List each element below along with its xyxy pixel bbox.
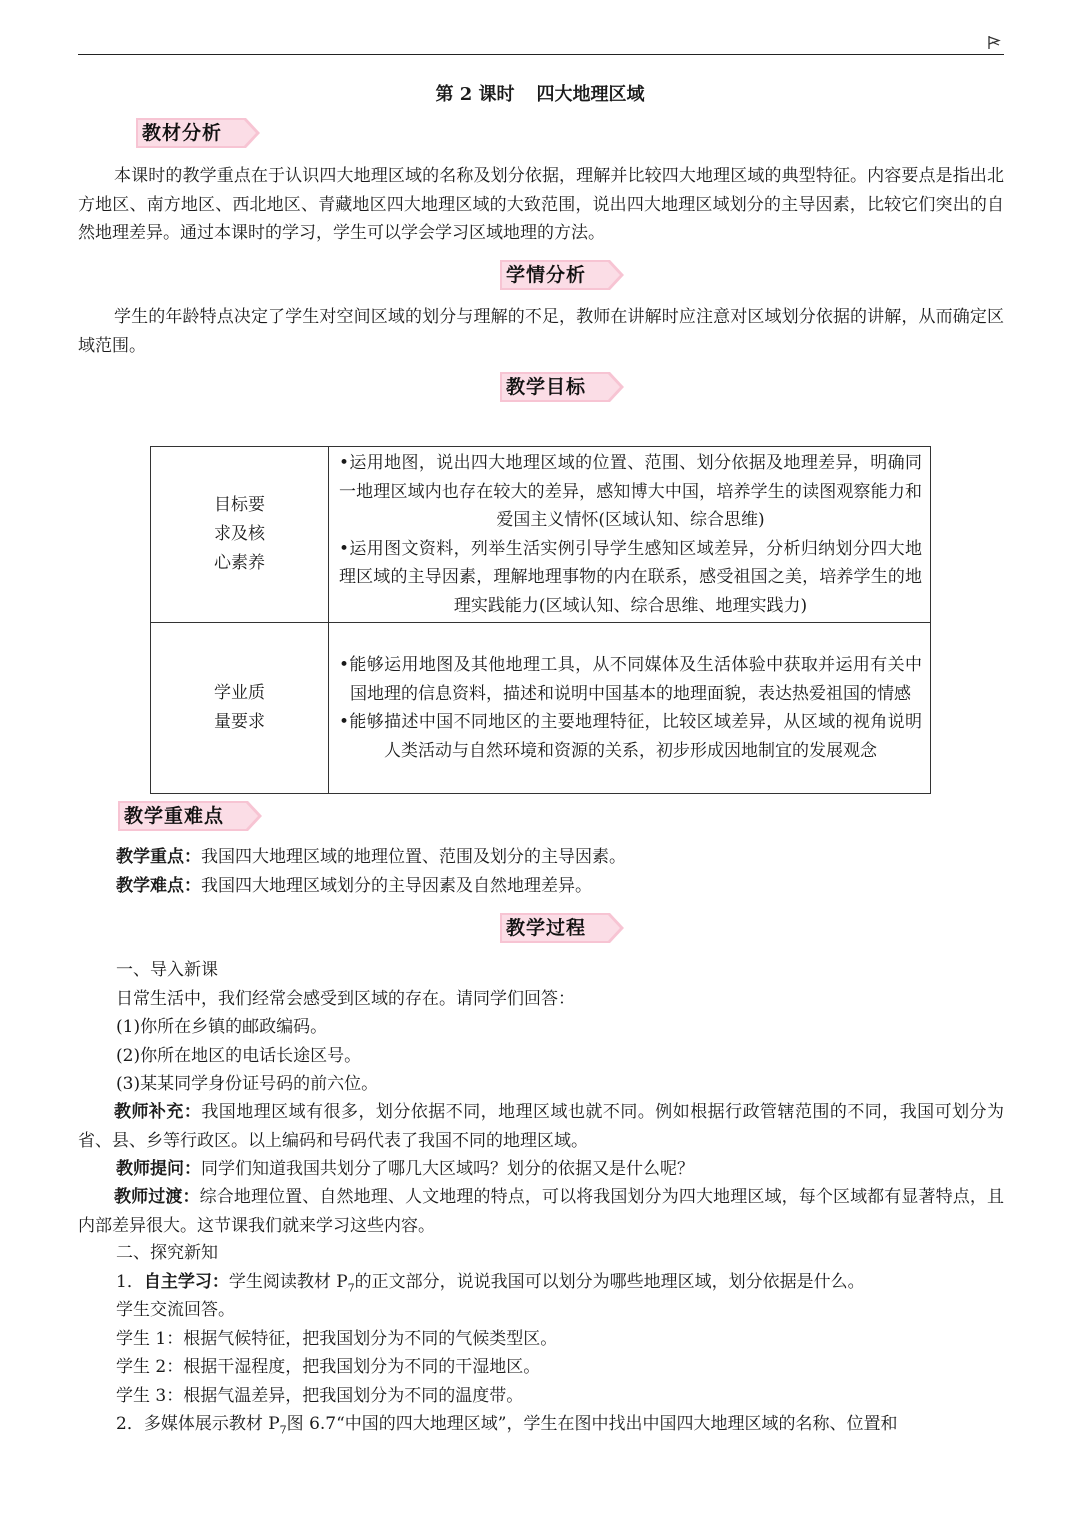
label: 教师补充：: [114, 1102, 202, 1122]
text: 的正文部分，说说我国可以划分为哪些地理区域，划分依据是什么。: [354, 1272, 865, 1292]
text: 我国四大地理区域的地理位置、范围及划分的主导因素。: [201, 847, 626, 867]
label: 教师提问：: [116, 1159, 201, 1179]
teacher-supplement: [78, 1098, 1004, 1155]
process-intro: 日常生活中，我们经常会感受到区域的存在。请同学们回答：: [116, 989, 575, 1009]
keypoint-zhongdian: [78, 843, 1004, 872]
keypoint-nandian: [78, 872, 1004, 901]
header-rule: [78, 54, 1004, 55]
title-topic: 四大地理区域: [536, 84, 645, 105]
process-item-2: [78, 1410, 1004, 1445]
section-title: 教学目标: [506, 376, 587, 398]
section-title: 教学过程: [506, 917, 587, 939]
head-line: 量要求: [214, 712, 265, 732]
process-heading-2: 二、探究新知: [116, 1243, 218, 1263]
flag-icon: [986, 34, 1002, 50]
student-1: 学生 1：根据气候特征，把我国划分为不同的气候类型区。: [116, 1329, 558, 1349]
table-content-cell: [329, 447, 931, 623]
section-badge-xueqing: [500, 260, 600, 290]
label: 自主学习：: [143, 1272, 229, 1292]
question-3: (3)某某同学身份证号码的前六位。: [116, 1074, 379, 1094]
goals-table: [150, 446, 931, 794]
student-answer: 学生交流回答。: [116, 1300, 235, 1320]
goal-item: •运用图文资料，列举生活实例引导学生感知区域差异，分析归纳划分四大地理区域的主导因素，理解地理事物的内在联系，感受祖国之美，培养学生的地理实践能力(区域认知、综合思维、地理实践力): [339, 538, 922, 616]
jiaocai-paragraph: 本课时的教学重点在于认识四大地理区域的名称及划分依据，理解并比较四大地理区域的典型特征。内容要点是指出北方地区、南方地区、西北地区、青藏地区四大地理区域的大致范围，说出四大地理区域划分的主导因素，比较它们突出的自然地理差异。通过本课时的学习，学生可以学会学习区域地理的方法。: [78, 166, 1004, 243]
section-badge-jiaocai: [136, 118, 236, 148]
section-badge-guocheng: [500, 913, 600, 943]
head-line: 心素养: [214, 553, 265, 573]
text: 我国地理区域有很多，划分依据不同，地理区域也就不同。例如根据行政管辖范围的不同，我国可划分为省、县、乡等行政区。以上编码和号码代表了我国不同的地理区域。: [78, 1102, 1005, 1151]
teacher-question: [78, 1155, 1004, 1184]
title-lesson: 第 2 课时: [435, 84, 515, 105]
section-title: 教材分析: [142, 122, 223, 144]
table-head-cell: [151, 447, 329, 623]
table-row: [151, 447, 931, 623]
table-row: [151, 623, 931, 794]
head-line: 学业质: [214, 683, 265, 703]
sub: 7: [347, 1281, 355, 1295]
goal-item: •运用地图，说出四大地理区域的位置、范围、划分依据及地理差异，明确同一地理区域内也存在较大的差异，感知博大中国，培养学生的读图观察能力和爱国主义情怀(区域认知、综合思维): [339, 453, 922, 530]
goal-item: •能够运用地图及其他地理工具，从不同媒体及生活体验中获取并运用有关中国地理的信息资料，描述和说明中国基本的地理面貌，表达热爱祖国的情感: [339, 655, 922, 704]
section-badge-mubiao: [500, 372, 600, 402]
goal-item: •能够描述中国不同地区的主要地理特征，比较区域差异，从区域的视角说明人类活动与自然环境和资源的关系，初步形成因地制宜的发展观念: [339, 712, 922, 761]
student-2: 学生 2：根据干湿程度，把我国划分为不同的干湿地区。: [116, 1357, 541, 1377]
page-title: [0, 80, 1080, 106]
question-1: (1)你所在乡镇的邮政编码。: [116, 1017, 328, 1037]
sub: 7: [279, 1423, 287, 1437]
text: 综合地理位置、自然地理、人文地理的特点，可以将我国划分为四大地理区域，每个区域都有显著特点，且内部差异很大。这节课我们就来学习这些内容。: [78, 1187, 1005, 1236]
label: 教学重点：: [116, 847, 201, 867]
text: 图 6.7“中国的四大地理区域”，学生在图中找出中国四大地理区域的名称、位置和: [286, 1414, 898, 1434]
text: 学生阅读教材 P: [228, 1272, 348, 1292]
num: 1．: [116, 1272, 144, 1292]
xueqing-paragraph: 学生的年龄特点决定了学生对空间区域的划分与理解的不足，教师在讲解时应注意对区域划分依据的讲解，从而确定区域范围。: [78, 307, 1004, 356]
table-head-cell: [151, 623, 329, 794]
teacher-transition: [78, 1183, 1004, 1240]
text: 同学们知道我国共划分了哪几大区域吗？划分的依据又是什么呢？: [201, 1159, 694, 1179]
label: 教师过渡：: [114, 1187, 200, 1207]
text: 我国四大地理区域划分的主导因素及自然地理差异。: [201, 876, 592, 896]
question-2: (2)你所在地区的电话长途区号。: [116, 1046, 362, 1066]
text: 2．多媒体展示教材 P: [116, 1414, 280, 1434]
head-line: 目标要: [214, 495, 265, 515]
section-title: 教学重难点: [124, 805, 225, 827]
section-badge-zhongnandian: [118, 801, 238, 831]
head-line: 求及核: [214, 524, 265, 544]
process-heading-1: 一、导入新课: [116, 960, 218, 980]
section-title: 学情分析: [506, 264, 587, 286]
student-3: 学生 3：根据气温差异，把我国划分为不同的温度带。: [116, 1386, 524, 1406]
table-content-cell: [329, 623, 931, 794]
label: 教学难点：: [116, 876, 201, 896]
